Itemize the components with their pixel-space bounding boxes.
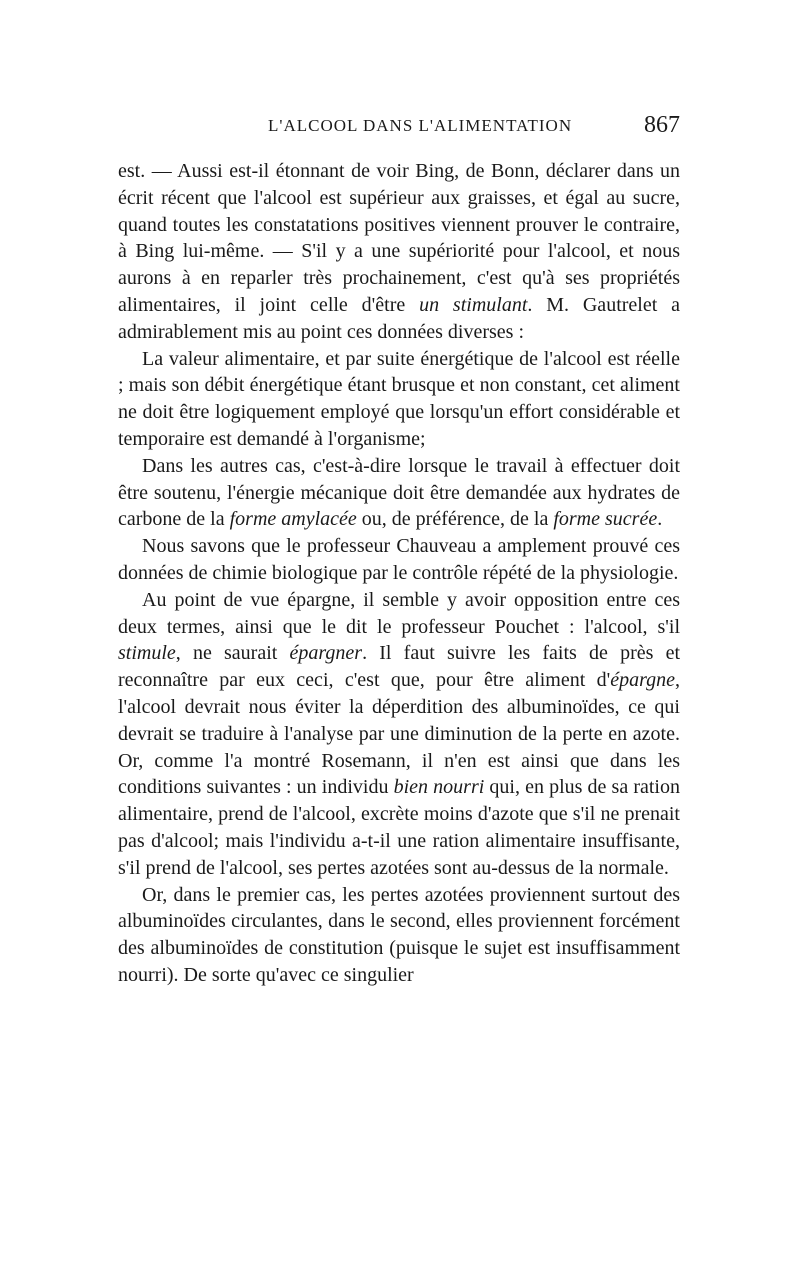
running-title: L'ALCOOL DANS L'ALIMENTATION (268, 116, 573, 135)
italic-text: bien nourri (393, 776, 485, 799)
text-run: La valeur alimentaire, et par suite énergétique de l'alcool est réelle ; mais son débit énergétique étant brusque et non constant, cet aliment ne doit être logiquement employé que lorsqu'un effort considérable et temporaire est demandé à l'organisme; (118, 347, 680, 450)
text-run: Nous savons que le professeur Chauveau a amplement prouvé ces données de chimie biologique par le contrôle répété de la physiologie. (118, 535, 680, 584)
italic-text: stimule (118, 642, 176, 665)
page-header (118, 112, 680, 146)
text-run: . Il faut suivre les faits de près et reconnaître par eux ceci, c'est que, pour être aliment d' (118, 642, 681, 692)
text-run: , ne saurait (175, 642, 290, 665)
text-run: Dans les autres cas, c'est-à-dire lorsque le travail à effectuer doit être soutenu, l'énergie mécanique doit être demandée aux hydrates de carbone de la (118, 454, 680, 531)
text-run: ou, de préférence, de la (356, 508, 554, 531)
text-run: Au point de vue épargne, il semble y avoir opposition entre ces deux termes, ainsi que le dit le professeur Pouchet : l'alcool, s'il (118, 588, 680, 638)
text-run: . (657, 508, 663, 531)
paragraph (118, 882, 680, 989)
text-run: . M. Gautrelet a admirablement mis au point ces données diverses : (118, 293, 680, 343)
italic-text: forme amylacée (229, 508, 357, 531)
italic-text: forme sucrée (553, 508, 658, 531)
text-run: Or, dans le premier cas, les pertes azotées proviennent surtout des albuminoïdes circulantes, dans le second, elles proviennent forcément des albuminoïdes de constitution (puisque le sujet est insuffisamment nourri). De sorte qu'avec ce singulier (118, 883, 680, 986)
body-text (118, 158, 680, 989)
paragraph (118, 453, 680, 533)
text-run: est. — Aussi est-il étonnant de voir Bing, de Bonn, déclarer dans un écrit récent que l'alcool est supérieur aux graisses, et égal au sucre, quand toutes les constatations positives viennent prouver le contraire, à Bing lui-même. — S'il y a une supériorité pour l'alcool, et nous aurons à en reparler très prochainement, c'est qu'à ses propriétés alimentaires, il joint celle d'être (118, 160, 680, 316)
paragraph (118, 533, 680, 587)
paragraph (118, 587, 680, 882)
text-run: qui, en plus de sa ration alimentaire, prend de l'alcool, excrète moins d'azote que s'il ne prenait pas d'alcool; mais l'individu a-t-il une ration alimentaire insuffisante, s'il prend de l'alcool, ses pertes azotées sont au-dessus de la normale. (118, 776, 680, 879)
paragraph (118, 346, 680, 453)
italic-text: épargner (289, 642, 363, 665)
text-run: , l'alcool devrait nous éviter la déperdition des albuminoïdes, ce qui devrait se traduire à l'analyse par une diminution de la perte en azote. Or, comme l'a montré Rosemann, il n'en est ainsi que dans les conditions suivantes : un individu (118, 669, 680, 799)
page-number: 867 (644, 112, 680, 138)
italic-text: un stimulant (419, 293, 528, 316)
italic-text: épargne (610, 669, 675, 692)
paragraph (118, 158, 680, 346)
